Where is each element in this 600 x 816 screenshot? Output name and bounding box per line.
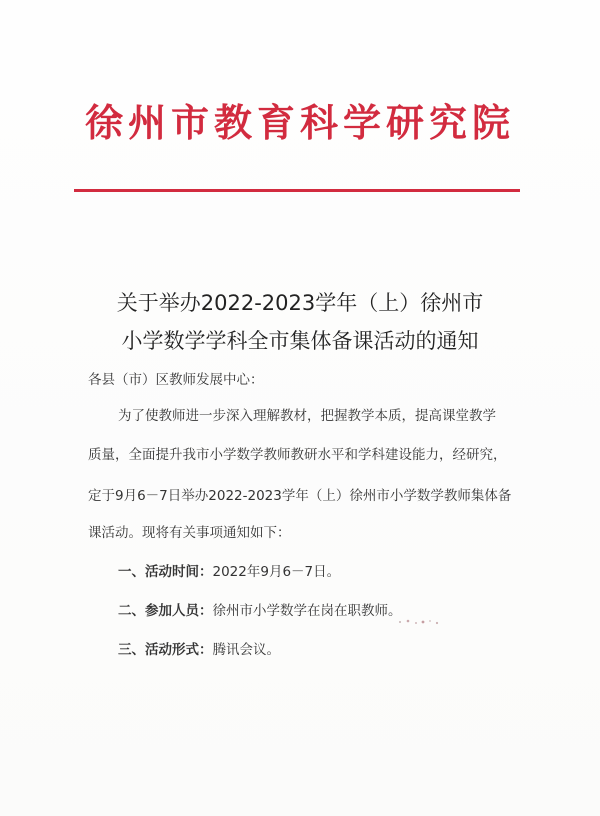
- body-line-3: 定于9月6－7日举办2022-2023学年（上）徐州市小学数学教师集体备: [88, 488, 512, 504]
- notice-title-line-1: 关于举办2022-2023学年（上）徐州市: [116, 291, 484, 315]
- notice-title-line-2: 小学数学学科全市集体备课活动的通知: [121, 329, 479, 353]
- scan-smudge: [396, 617, 442, 627]
- body-line-2: 质量，全面提升我市小学数学教师教研水平和学科建设能力，经研究，: [88, 447, 507, 463]
- salutation: 各县（市）区教师发展中心：: [88, 372, 264, 388]
- body-line-4: 课活动。现将有关事项通知如下：: [88, 525, 291, 541]
- letterhead-red-rule: [74, 189, 520, 192]
- item-label: 二、参加人员：: [118, 603, 213, 619]
- item-value: 2022年9月6－7日。: [212, 564, 341, 580]
- item-activity-time: [118, 560, 340, 580]
- item-label: 一、活动时间：: [118, 564, 213, 580]
- item-label: 三、活动形式：: [118, 642, 213, 658]
- item-value: 徐州市小学数学在岗在职教师。: [212, 603, 402, 619]
- item-participants: [118, 599, 402, 619]
- body-line-1: 为了使教师进一步深入理解教材，把握教学本质，提高课堂教学: [118, 408, 496, 424]
- item-value: 腾讯会议。: [212, 642, 280, 658]
- letterhead-org-name: 徐州市教育科学研究院: [84, 100, 515, 145]
- item-activity-format: [118, 638, 280, 658]
